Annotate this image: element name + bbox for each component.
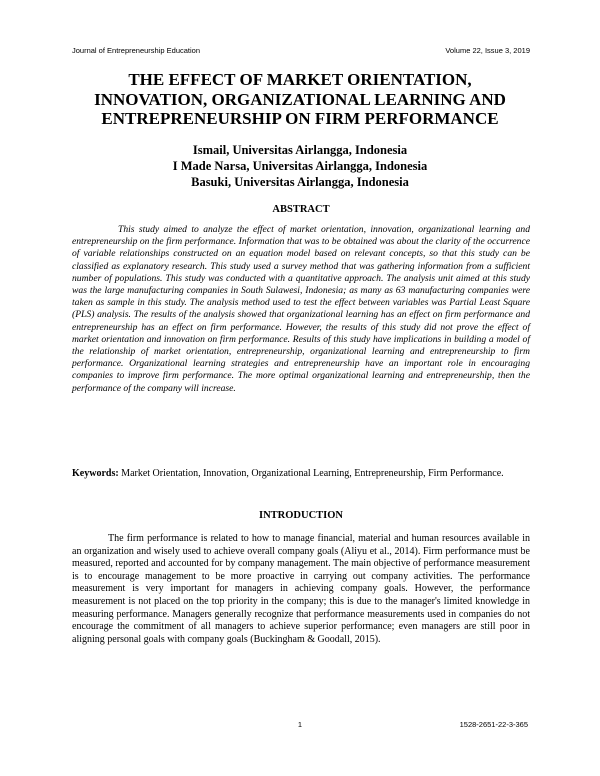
author-list <box>100 142 500 190</box>
article-code: 1528-2651-22-3-365 <box>459 720 528 729</box>
introduction-heading: INTRODUCTION <box>258 510 343 521</box>
title-line: INNOVATION, ORGANIZATIONAL LEARNING AND <box>94 89 506 109</box>
keywords-label: Keywords: <box>72 468 119 479</box>
title-line: ENTREPRENEURSHIP ON FIRM PERFORMANCE <box>101 109 499 128</box>
abstract-text: This study aimed to analyze the effect of market orientation, innovation, organizational learning and entrepreneurship on the firm performance. Information that was to be obtained was about the clarity of the occurrence of variable relationships constructed on an equation model based on relevant concepts, so that this study can be classified as explanatory research. This study used a survey method that was gathering information from a sufficient number of populations. This study was conducted with a quantitative approach. The analysis unit aimed at this study was the large manufacturing companies in South Sulawesi, Indonesia; as many as 63 manufacturing companies were taken as sample in this study. The analysis method used to test the effect between variables was Partial Least Square (PLS) analysis. The results of the analysis showed that organizational learning has an effect on firm performance and entrepreneurship has an effect on firm performance. However, the results of this study did not prove the effect of market orientation and innovation on firm performance. Results of this study have implications in building a model of the relationship of market orientation, entrepreneurship, organizational learning and entrepreneurship to firm performance. Organizational learning strategies and entrepreneurship have an important role in encouraging companies to improve firm performance. The more optimal organizational learning and entrepreneurship, then the performance of the company will increase. <box>72 224 530 394</box>
introduction-text: The firm performance is related to how to manage financial, material and human resources available in an organization and wisely used to achieve overall company goals (Aliyu et al., 2014). Firm performance must be measured, reported and accounted for by company management. The main objective of performance measurement is to encourage management to be more proactive in carrying out company activities. The performance measurement is very important for managers in achieving company goals. However, the performance measurement is not placed on the top priority in the company; this is due to the manager's limited knowledge in measuring performance. Managers generally recognize that performance measurements used in companies do not encourage the commitment of all managers to achieve superior performance; even managers are still poor in aligning personal goals with company goals (Buckingham & Goodall, 2015). <box>72 533 530 645</box>
paper-title <box>80 70 520 129</box>
keywords-text: Market Orientation, Innovation, Organizational Learning, Entrepreneurship, Firm Performance. <box>121 468 504 479</box>
title-line: THE EFFECT OF MARKET ORIENTATION, <box>128 70 472 89</box>
author-affiliation: Ismail, Universitas Airlangga, Indonesia <box>192 143 408 157</box>
page-number: 1 <box>297 720 303 729</box>
author-affiliation: Basuki, Universitas Airlangga, Indonesia <box>191 175 409 189</box>
author-affiliation: I Made Narsa, Universitas Airlangga, Indonesia <box>172 159 428 173</box>
journal-name: Journal of Entrepreneurship Education <box>72 46 200 55</box>
keywords <box>72 468 530 481</box>
volume-issue: Volume 22, Issue 3, 2019 <box>445 46 530 55</box>
abstract-heading: ABSTRACT <box>272 204 330 215</box>
